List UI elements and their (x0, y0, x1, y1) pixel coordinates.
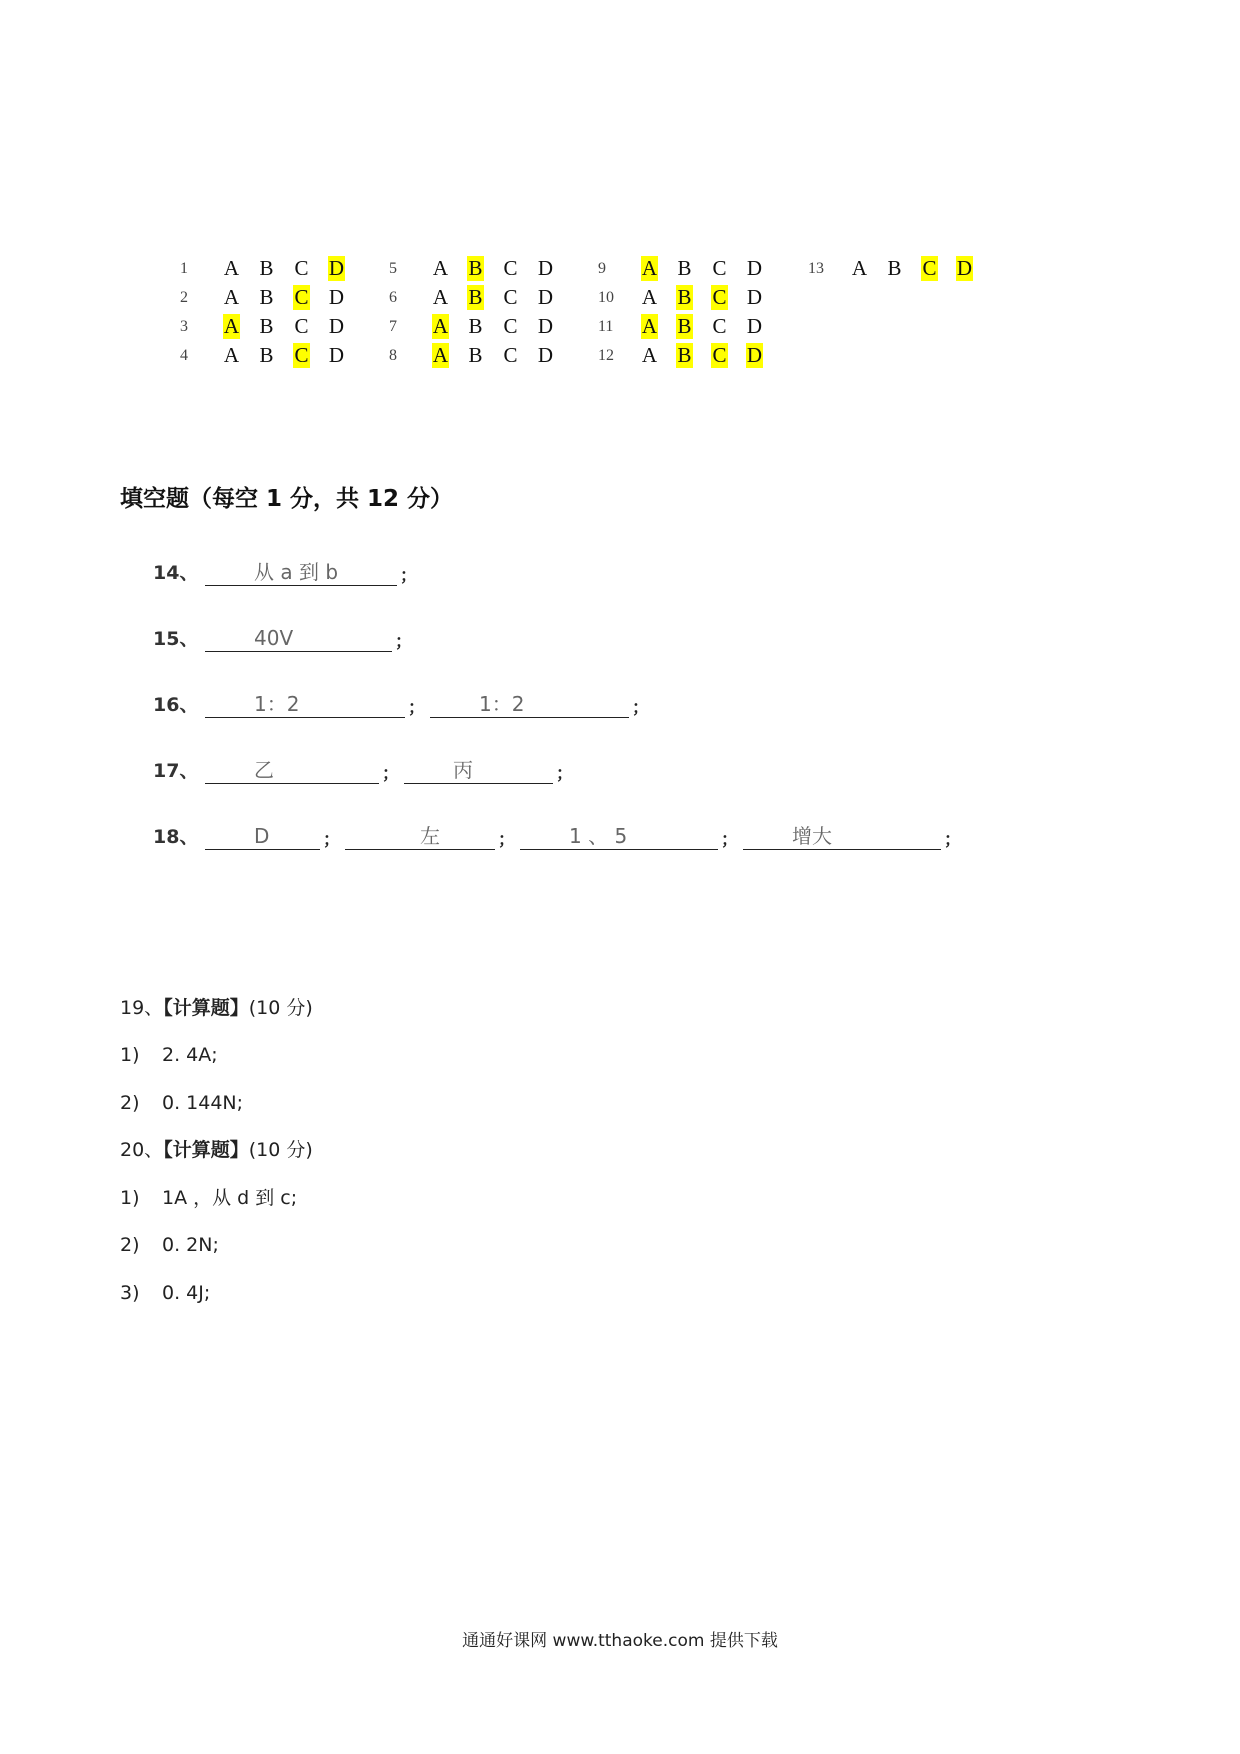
mc-option-highlighted: B (468, 285, 483, 309)
mc-option: B (468, 343, 483, 367)
mc-question-9 (598, 254, 772, 283)
mc-option-highlighted: C (294, 285, 309, 309)
calc-answer-line (120, 1090, 243, 1116)
mc-option-highlighted: A (641, 256, 658, 280)
mc-option-cell (702, 314, 737, 339)
mc-option-cell (702, 285, 737, 310)
mc-option-cell (737, 256, 772, 281)
mc-option: D (328, 343, 345, 367)
answer-text: 1A ，从 d 到 c; (162, 1187, 298, 1209)
mc-option: B (259, 314, 274, 338)
answer-text: D (254, 824, 270, 848)
mc-option-highlighted: B (677, 314, 692, 338)
mc-option-highlighted: C (712, 285, 727, 309)
answer-blank (430, 691, 629, 718)
calc-answer-line (120, 1280, 210, 1306)
mc-group-2 (389, 254, 563, 370)
mc-option-cell (458, 256, 493, 281)
mc-option-cell (947, 256, 982, 281)
calc-question-score: (10 分) (248, 1139, 313, 1161)
mc-option-cell (249, 343, 284, 368)
mc-question-number: 10 (598, 288, 614, 306)
mc-option-cell (249, 256, 284, 281)
mc-question-number: 6 (389, 288, 397, 306)
answer-text: 1：2 (479, 692, 525, 716)
mc-option: B (259, 343, 274, 367)
calc-question-type: 【计算题】 (163, 1139, 249, 1161)
calc-question-type: 【计算题】 (163, 997, 249, 1019)
mc-option-cell (912, 256, 947, 281)
mc-option-highlighted: A (432, 343, 449, 367)
separator: ； (556, 764, 573, 784)
mc-option: B (468, 314, 483, 338)
mc-option-cell (842, 256, 877, 281)
calc-question-title (120, 995, 313, 1021)
mc-question-10 (598, 283, 772, 312)
mc-option: C (503, 314, 518, 338)
mc-option-cell (632, 256, 667, 281)
mc-option-cell (667, 256, 702, 281)
mc-option-cell (632, 285, 667, 310)
mc-option-cell (214, 343, 249, 368)
answer-text: 增大 (792, 824, 832, 848)
mc-option-cell (319, 314, 354, 339)
mc-option-highlighted: C (294, 343, 309, 367)
calc-answer-line (120, 1185, 297, 1211)
mc-option-cell (667, 314, 702, 339)
answer-blank (205, 691, 405, 718)
question-number: 15、 (153, 628, 199, 650)
mc-option-cell (423, 256, 458, 281)
answer-text: 左 (420, 824, 440, 848)
mc-option-highlighted: D (956, 256, 973, 280)
separator: ； (408, 698, 425, 718)
mc-option-highlighted: A (432, 314, 449, 338)
mc-option-cell (214, 285, 249, 310)
mc-option-cell (737, 285, 772, 310)
calc-answer-line (120, 1232, 219, 1258)
answer-text: 0. 2N; (162, 1234, 219, 1256)
mc-option-highlighted: A (641, 314, 658, 338)
mc-option: D (537, 285, 554, 309)
calc-question-number: 19、 (120, 997, 164, 1019)
mc-option: D (537, 256, 554, 280)
mc-question-1 (180, 254, 354, 283)
mc-group-1 (180, 254, 354, 370)
mc-option: D (537, 343, 554, 367)
mc-question-13 (808, 254, 982, 283)
mc-option-cell (458, 285, 493, 310)
mc-question-number: 2 (180, 288, 188, 306)
mc-question-number: 3 (180, 317, 188, 335)
mc-question-number: 4 (180, 346, 188, 364)
separator: ； (498, 830, 515, 850)
answer-blank (205, 625, 392, 652)
mc-question-2 (180, 283, 354, 312)
answer-text: 2. 4A; (162, 1044, 218, 1066)
mc-option: D (328, 285, 345, 309)
mc-option-cell (702, 343, 737, 368)
mc-option-cell (632, 343, 667, 368)
answer-blank (404, 757, 553, 784)
mc-question-5 (389, 254, 563, 283)
mc-question-number: 9 (598, 259, 606, 277)
mc-option-cell (528, 285, 563, 310)
mc-question-number: 13 (808, 259, 824, 277)
page-footer: 通通好课网 www.tthaoke.com 提供下载 (462, 1631, 778, 1651)
answer-blank (205, 823, 320, 850)
answer-blank (743, 823, 941, 850)
mc-option-cell (214, 256, 249, 281)
answer-index: 1) (120, 1187, 140, 1209)
mc-option-highlighted: B (677, 285, 692, 309)
mc-option: A (641, 285, 658, 309)
mc-option: D (537, 314, 554, 338)
mc-option-cell (528, 256, 563, 281)
mc-option-cell (458, 314, 493, 339)
answer-blank (520, 823, 718, 850)
question-number: 17、 (153, 760, 199, 782)
mc-option-cell (423, 343, 458, 368)
mc-option-cell (493, 314, 528, 339)
mc-option: A (432, 256, 449, 280)
mc-question-number: 5 (389, 259, 397, 277)
mc-option: B (259, 256, 274, 280)
calc-question-number: 20、 (120, 1139, 164, 1161)
mc-question-4 (180, 341, 354, 370)
mc-question-number: 8 (389, 346, 397, 364)
mc-option: C (503, 256, 518, 280)
separator: ； (632, 698, 649, 718)
mc-option-cell (528, 343, 563, 368)
mc-group-3 (598, 254, 772, 370)
mc-option-cell (319, 256, 354, 281)
question-number: 18、 (153, 826, 199, 848)
mc-option-cell (284, 285, 319, 310)
answer-text: 0. 4J; (162, 1282, 211, 1304)
mc-option-cell (667, 343, 702, 368)
answer-blank (345, 823, 495, 850)
mc-option-cell (249, 314, 284, 339)
mc-question-3 (180, 312, 354, 341)
mc-option-cell (458, 343, 493, 368)
mc-question-number: 7 (389, 317, 397, 335)
separator: ； (382, 764, 399, 784)
separator: ； (323, 830, 340, 850)
calc-question-title (120, 1137, 313, 1163)
mc-option-cell (737, 343, 772, 368)
mc-option: A (851, 256, 868, 280)
mc-option: D (746, 285, 763, 309)
answer-text: 1 、 5 (569, 824, 628, 848)
mc-question-7 (389, 312, 563, 341)
mc-question-8 (389, 341, 563, 370)
answer-text: 从 a 到 b (254, 560, 339, 584)
fill-section-heading: 填空题（每空 1 分，共 12 分） (120, 486, 454, 512)
separator: ； (721, 830, 738, 850)
answer-text: 0. 144N; (162, 1092, 244, 1114)
calc-question-score: (10 分) (248, 997, 313, 1019)
mc-option-cell (284, 314, 319, 339)
mc-option: D (328, 314, 345, 338)
mc-option: C (712, 314, 727, 338)
mc-option: A (223, 285, 240, 309)
mc-option-highlighted: B (677, 343, 692, 367)
fill-item-17 (153, 756, 578, 784)
mc-option-cell (667, 285, 702, 310)
mc-option-cell (877, 256, 912, 281)
mc-option-highlighted: B (468, 256, 483, 280)
mc-option: B (887, 256, 902, 280)
mc-option-cell (632, 314, 667, 339)
mc-option: C (503, 343, 518, 367)
mc-option-cell (284, 256, 319, 281)
mc-option: D (746, 256, 763, 280)
answer-index: 2) (120, 1234, 140, 1256)
mc-question-number: 11 (598, 317, 614, 335)
fill-item-16 (153, 690, 654, 718)
mc-option-cell (319, 343, 354, 368)
mc-option: D (746, 314, 763, 338)
answer-text: 1：2 (254, 692, 300, 716)
mc-option-highlighted: A (223, 314, 240, 338)
fill-item-15 (153, 624, 417, 652)
mc-question-11 (598, 312, 772, 341)
mc-option-highlighted: D (746, 343, 763, 367)
mc-option-cell (493, 285, 528, 310)
answer-blank (205, 757, 379, 784)
mc-option-cell (423, 314, 458, 339)
question-number: 14、 (153, 562, 199, 584)
question-number: 16、 (153, 694, 199, 716)
mc-option: A (223, 343, 240, 367)
mc-option-cell (423, 285, 458, 310)
fill-item-18 (153, 822, 966, 850)
mc-option: B (259, 285, 274, 309)
mc-question-number: 1 (180, 259, 188, 277)
mc-option: A (432, 285, 449, 309)
mc-option: C (294, 256, 309, 280)
mc-option-cell (493, 256, 528, 281)
mc-option-highlighted: C (922, 256, 937, 280)
mc-question-number: 12 (598, 346, 614, 364)
answer-blank (205, 559, 397, 586)
mc-option: A (223, 256, 240, 280)
answer-text: 丙 (453, 758, 473, 782)
calc-answer-line (120, 1042, 218, 1068)
mc-question-6 (389, 283, 563, 312)
mc-option: C (712, 256, 727, 280)
mc-option: C (294, 314, 309, 338)
mc-option-cell (319, 285, 354, 310)
mc-option-cell (493, 343, 528, 368)
mc-option-highlighted: D (328, 256, 345, 280)
answer-index: 3) (120, 1282, 140, 1304)
mc-option-cell (284, 343, 319, 368)
mc-option-highlighted: C (712, 343, 727, 367)
mc-option-cell (702, 256, 737, 281)
separator: ； (395, 632, 412, 652)
answer-text: 40V (254, 626, 294, 650)
mc-option: C (503, 285, 518, 309)
answer-index: 1) (120, 1044, 140, 1066)
mc-option: B (677, 256, 692, 280)
mc-option-cell (737, 314, 772, 339)
mc-option: A (641, 343, 658, 367)
answer-index: 2) (120, 1092, 140, 1114)
mc-question-12 (598, 341, 772, 370)
answer-text: 乙 (254, 758, 274, 782)
fill-item-14 (153, 558, 422, 586)
mc-option-cell (528, 314, 563, 339)
mc-option-cell (249, 285, 284, 310)
mc-group-4 (808, 254, 982, 283)
mc-option-cell (214, 314, 249, 339)
separator: ； (400, 566, 417, 586)
separator: ； (944, 830, 961, 850)
